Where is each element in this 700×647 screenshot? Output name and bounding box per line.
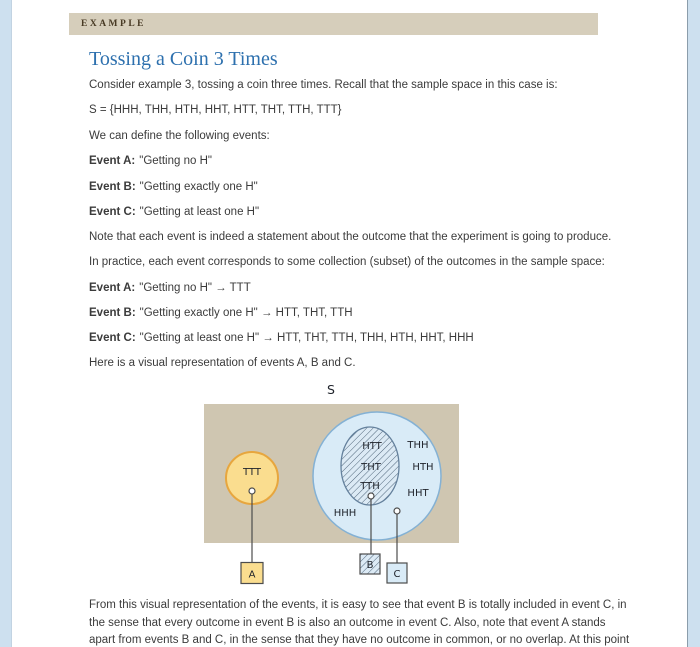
paragraph-practice: In practice, each event corresponds to some collection (subset) of the outcomes in the sample space: [89, 256, 605, 268]
conclusion-line-3: apart from events B and C, in the sense that they have no outcome in common, or no overlap. At this point [89, 634, 630, 647]
paragraph-conclusion [89, 597, 629, 647]
sample-space-s-label: S [327, 382, 335, 397]
paragraph-intro: Consider example 3, tossing a coin three times. Recall that the sample space in this case is: [89, 79, 558, 91]
outcome-hth: HTH [412, 462, 434, 473]
event-c-text: "Getting at least one H" [139, 206, 260, 218]
event-b-definition [89, 180, 258, 195]
outcome-hhh: HHH [333, 508, 357, 519]
content-card [11, 0, 688, 647]
event-a-definition [89, 154, 212, 169]
anchor-dot-a [249, 488, 255, 494]
event-c-map-label: Event C: [89, 332, 136, 344]
paragraph-visual-intro: Here is a visual representation of events A, B and C. [89, 357, 356, 369]
paragraph-define: We can define the following events: [89, 130, 270, 142]
event-b-map-text: "Getting exactly one H" → HTT, THT, TTH [139, 307, 353, 319]
outcome-hht: HHT [407, 488, 429, 499]
outcome-thh: THH [407, 440, 429, 451]
event-b-text: "Getting exactly one H" [139, 181, 258, 193]
example-banner [69, 13, 598, 35]
example-banner-label: EXAMPLE [81, 19, 146, 29]
conclusion-line-2: the sense that every outcome in event B is also an outcome in event C. Also, note that event A stands [89, 616, 606, 629]
anchor-dot-c [394, 508, 400, 514]
label-box-c-letter: C [393, 569, 401, 580]
event-b-mapping [89, 306, 353, 321]
venn-diagram [181, 378, 481, 595]
event-c-definition [89, 205, 259, 220]
paragraph-note: Note that each event is indeed a statement about the outcome that the experiment is going to produce. [89, 231, 612, 243]
outcome-tth: TTH [360, 481, 380, 492]
sample-space-line: S = {HHH, THH, HTH, HHT, HTT, THT, TTH, TTT} [89, 104, 342, 116]
page-title: Tossing a Coin 3 Times [89, 48, 278, 70]
label-box-a-letter: A [248, 569, 256, 581]
label-box-b-letter: B [366, 560, 374, 571]
outcome-ttt: TTT [243, 467, 261, 478]
event-c-label: Event C: [89, 206, 136, 218]
event-a-map-label: Event A: [89, 282, 136, 294]
event-a-text: "Getting no H" [139, 155, 212, 167]
event-a-map-text: "Getting no H" → TTT [139, 282, 251, 294]
event-a-label: Event A: [89, 155, 136, 167]
event-a-mapping [89, 281, 251, 296]
event-c-mapping [89, 331, 474, 346]
outcome-htt: HTT [362, 441, 382, 452]
conclusion-line-1: From this visual representation of the events, it is easy to see that event B is totally included in event C, in [89, 599, 627, 611]
event-c-map-text: "Getting at least one H" → HTT, THT, TTH, THH, HTH, HHT, HHH [139, 332, 474, 344]
anchor-dot-b [368, 493, 374, 499]
event-b-label: Event B: [89, 181, 136, 193]
venn-diagram-svg [181, 378, 481, 595]
outcome-tht: THT [361, 462, 381, 473]
event-b-map-label: Event B: [89, 307, 136, 319]
